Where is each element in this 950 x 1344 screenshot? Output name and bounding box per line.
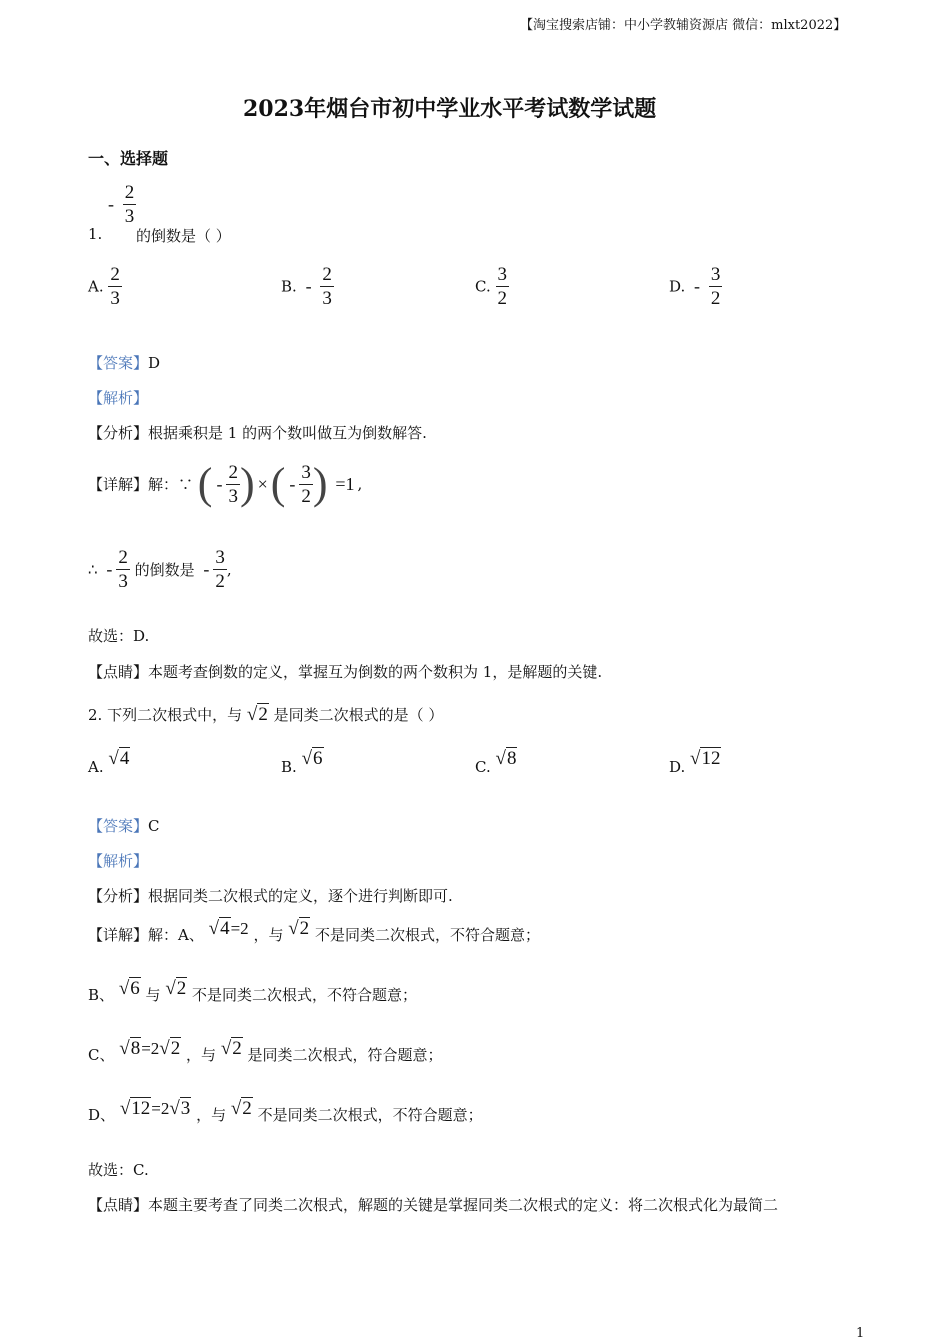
q2-fenxi: 【分析】根据同类二次根式的定义，逐个进行判断即可. [88,887,453,905]
q1-option-c: C. $\frac{3}{2}$ [475,264,507,309]
q1-detail-equation: 【详解】解：∵ ( - $\frac{2}{3}$ ) ×( - $\frac{3}{2}$ ) =1 , [88,459,363,508]
q2-answer: 【答案】C [88,817,160,835]
q2-detail-a: 【详解】解：A、 √4=2 ，与 √2 不是同类二次根式，不符合题意； [88,918,540,944]
q2-stem: 2. 下列二次根式中，与 √2 是同类二次根式的是（ ） [88,704,444,725]
answer-tag: 【答案】 [88,817,149,835]
page-number: 1 [856,1326,865,1341]
q1-analysis-tag: 【解析】 [88,389,149,407]
header-shop-note: 【淘宝搜索店铺：中小学教辅资源店 微信：mlxt2022】 [520,18,847,33]
q2-option-c: C. √8 [475,748,517,776]
q2-choose: 故选：C. [88,1161,149,1179]
q2-analysis-tag: 【解析】 [88,852,149,870]
q1-fenxi: 【分析】根据乘积是 1 的两个数叫做互为倒数解答. [88,424,427,442]
q1-sign: - [108,194,114,214]
q2-option-b: B. √6 [281,748,323,776]
q1-choose: 故选：D. [88,627,150,645]
q2-detail-b: B、 √6 与 √2 不是同类二次根式，不符合题意； [88,978,418,1004]
answer-tag: 【答案】 [88,354,149,372]
q2-detail-d: D、 √12=2√3 ，与 √2 不是同类二次根式，不符合题意； [88,1098,483,1124]
q1-number: 1. [88,225,103,243]
q2-option-a: A. √4 [88,748,130,776]
section-heading: 一、选择题 [88,149,169,168]
q1-answer: 【答案】D [88,354,161,372]
q1-therefore-line: ∴ - $\frac{2}{3}$ 的倒数是 - $\frac{3}{2}$ , [88,547,232,592]
q1-option-d: D. - $\frac{3}{2}$ [669,264,721,309]
page-title: 2023年烟台市初中学业水平考试数学试题 [243,96,657,122]
q2-detail-c: C、 √8=2√2 ，与 √2 是同类二次根式，符合题意； [88,1038,443,1064]
q1-stem-text: 的倒数是（ ） [136,227,231,245]
q1-option-b: B. - $\frac{2}{3}$ [281,264,332,309]
q2-dianjing: 【点睛】本题主要考查了同类二次根式，解题的关键是掌握同类二次根式的定义：将二次根式化为最简二 [88,1196,779,1214]
q1-option-a: A. $\frac{2}{3}$ [88,264,120,309]
q1-fraction: $\frac{2}{3}$ [124,182,135,227]
q2-option-d: D. √12 [669,748,721,776]
q1-dianjing: 【点睛】本题考查倒数的定义，掌握互为倒数的两个数积为 1，是解题的关键. [88,663,603,681]
